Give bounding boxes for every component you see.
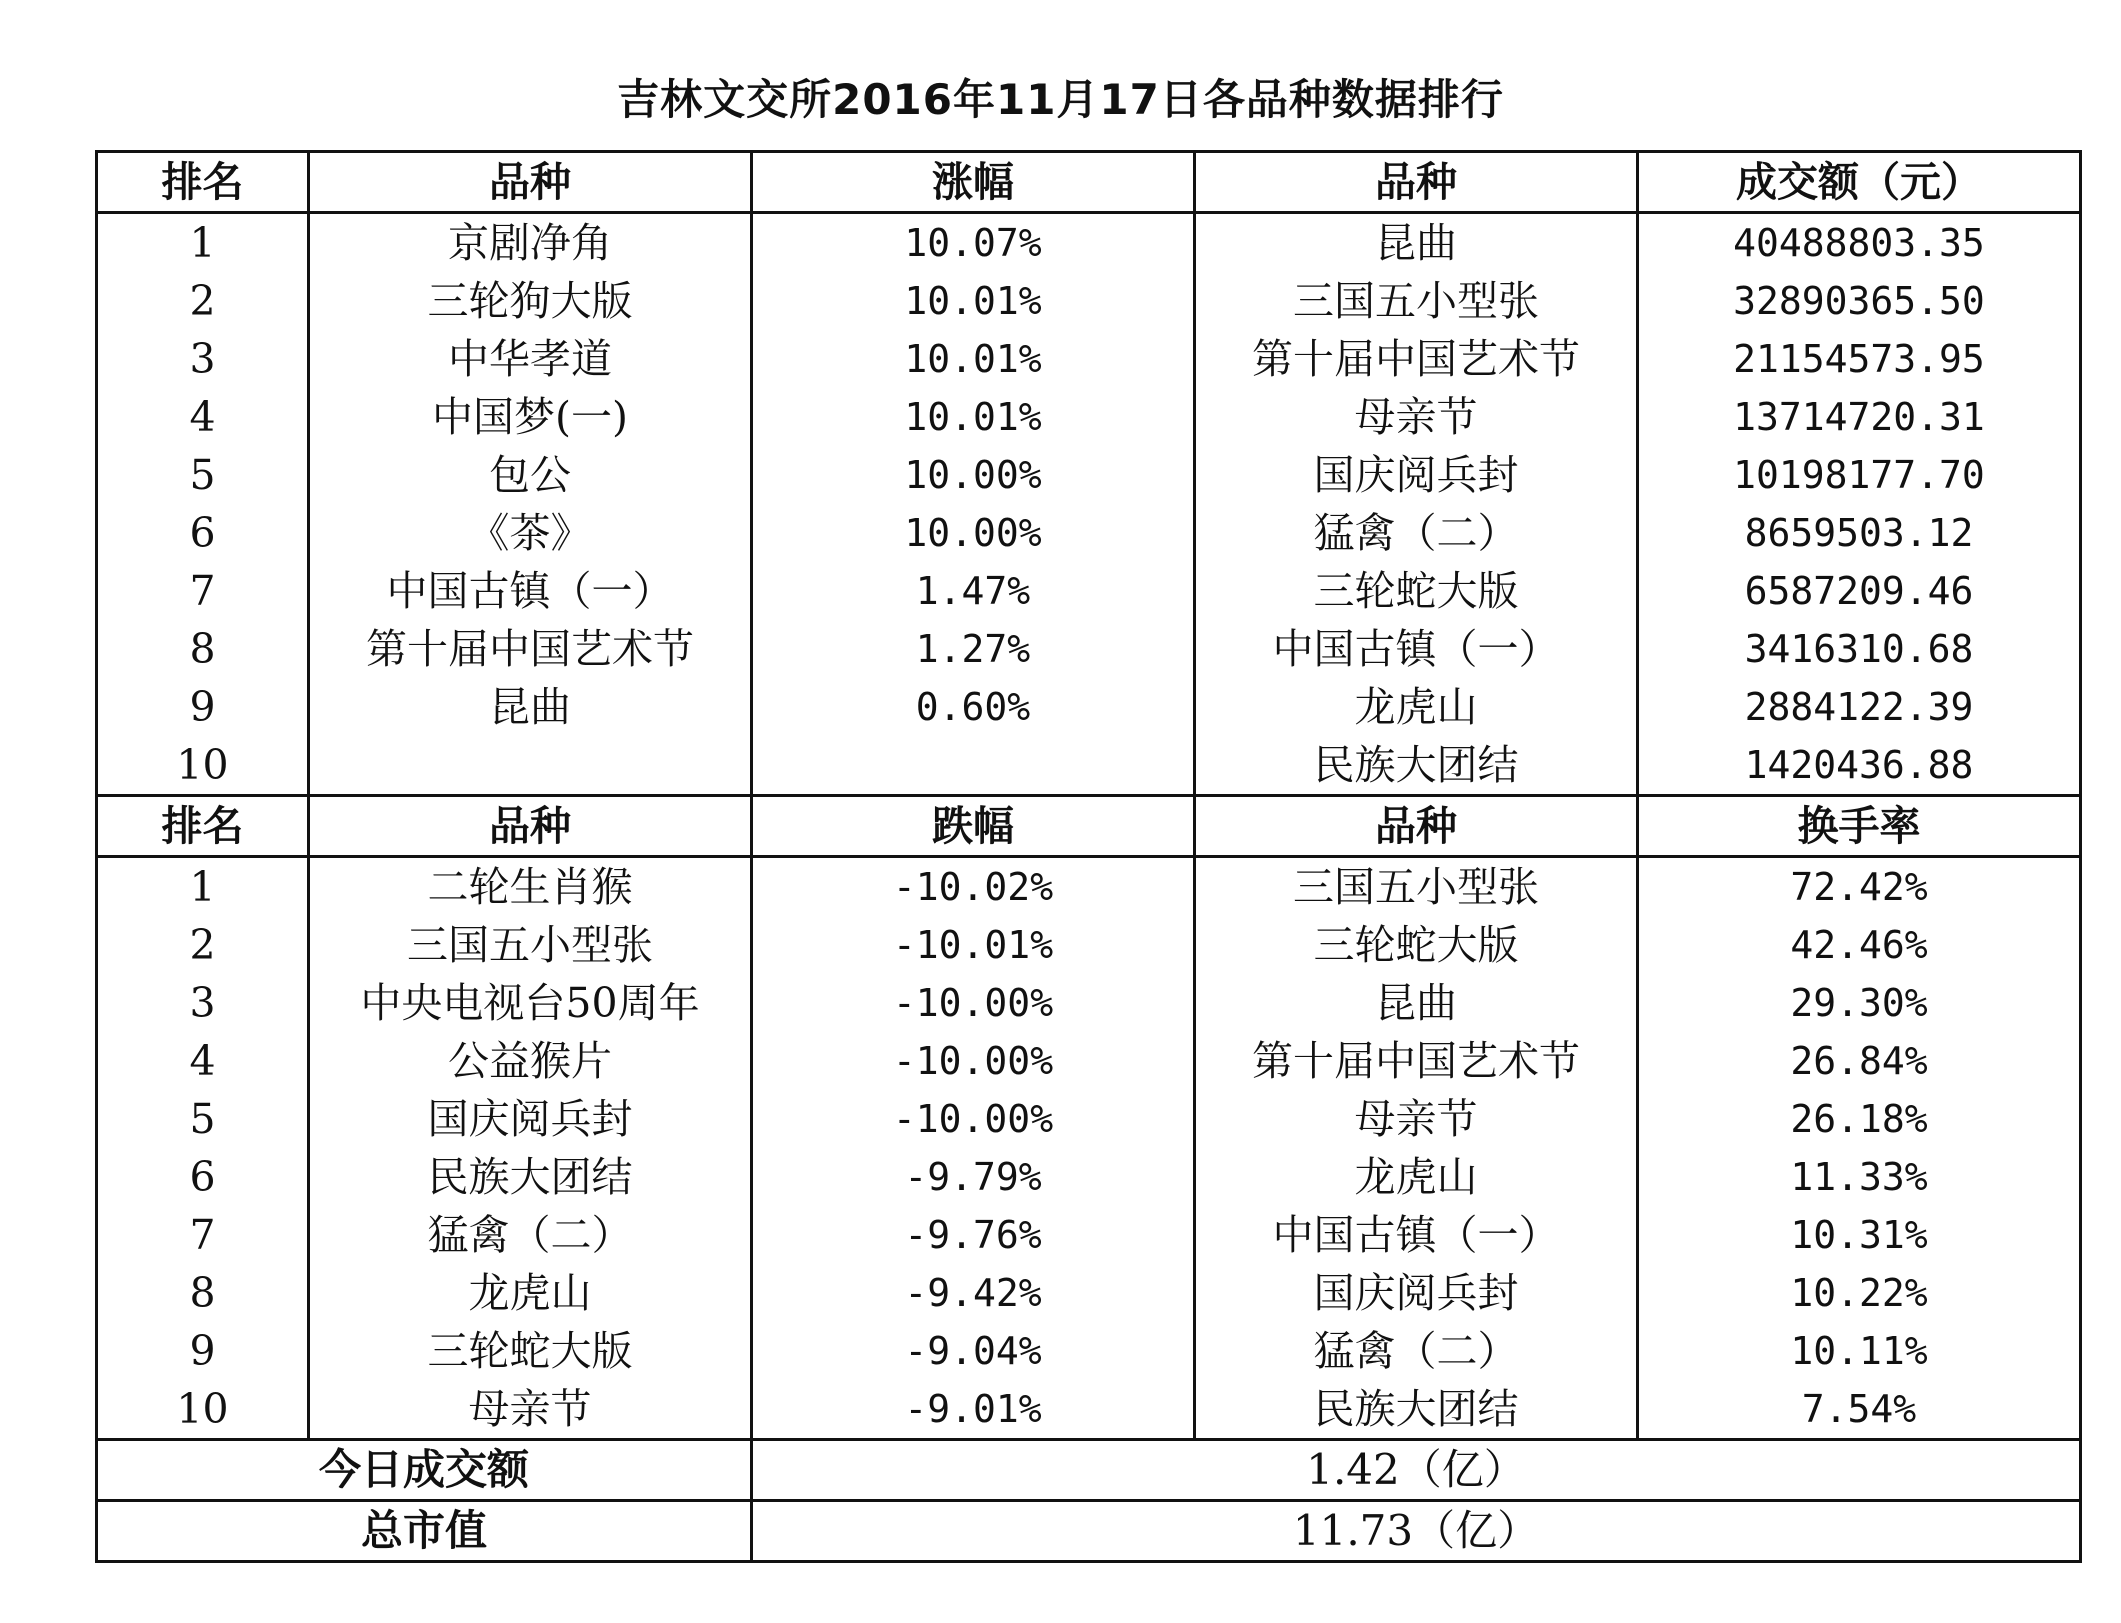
table-row (97, 1264, 2081, 1322)
cell-percent: 1.47% (752, 562, 1195, 620)
gainers-header-row (97, 152, 2081, 213)
cell-name-left: 猛禽（二） (309, 1206, 752, 1264)
cell-rank: 7 (97, 1206, 309, 1264)
cell-value: 29.30% (1638, 974, 2081, 1032)
table-row (97, 1322, 2081, 1380)
table-row (97, 213, 2081, 273)
table-row (97, 857, 2081, 917)
cell-rank: 9 (97, 1322, 309, 1380)
table-row (97, 272, 2081, 330)
turnover-row (97, 1440, 2081, 1501)
cell-value: 6587209.46 (1638, 562, 2081, 620)
cell-name-left: 民族大团结 (309, 1148, 752, 1206)
cell-percent: -10.00% (752, 1032, 1195, 1090)
cell-percent: -9.01% (752, 1380, 1195, 1440)
cell-name-right: 国庆阅兵封 (1195, 1264, 1638, 1322)
cell-rank: 1 (97, 213, 309, 273)
cell-name-right: 三轮蛇大版 (1195, 916, 1638, 974)
header-cell-rank: 排名 (97, 796, 309, 857)
table-row (97, 446, 2081, 504)
cell-name-right: 第十届中国艺术节 (1195, 1032, 1638, 1090)
page-title: 吉林文交所2016年11月17日各品种数据排行 (617, 75, 1504, 124)
cell-percent: -9.76% (752, 1206, 1195, 1264)
cell-name-left: 《茶》 (309, 504, 752, 562)
cell-name-right: 猛禽（二） (1195, 1322, 1638, 1380)
cell-name-left (309, 736, 752, 796)
cell-rank: 2 (97, 916, 309, 974)
cell-percent: 10.01% (752, 330, 1195, 388)
cell-name-right: 民族大团结 (1195, 736, 1638, 796)
cell-rank: 10 (97, 1380, 309, 1440)
cell-value: 10198177.70 (1638, 446, 2081, 504)
cell-value: 2884122.39 (1638, 678, 2081, 736)
cell-name-left: 公益猴片 (309, 1032, 752, 1090)
turnover-label: 今日成交额 (97, 1440, 752, 1501)
cell-name-right: 三轮蛇大版 (1195, 562, 1638, 620)
cell-percent: -10.00% (752, 1090, 1195, 1148)
cell-value: 26.18% (1638, 1090, 2081, 1148)
cell-rank: 5 (97, 1090, 309, 1148)
cell-value: 3416310.68 (1638, 620, 2081, 678)
table-row (97, 1090, 2081, 1148)
cell-percent: 1.27% (752, 620, 1195, 678)
table-row (97, 1148, 2081, 1206)
cell-percent: -10.00% (752, 974, 1195, 1032)
table-row (97, 678, 2081, 736)
market-cap-row (97, 1501, 2081, 1562)
cell-percent: -9.79% (752, 1148, 1195, 1206)
table-row (97, 1380, 2081, 1440)
cell-name-right: 三国五小型张 (1195, 857, 1638, 917)
cell-name-left: 第十届中国艺术节 (309, 620, 752, 678)
table-row (97, 562, 2081, 620)
cell-name-left: 昆曲 (309, 678, 752, 736)
cell-name-left: 母亲节 (309, 1380, 752, 1440)
cell-percent: -9.42% (752, 1264, 1195, 1322)
cell-name-right: 昆曲 (1195, 213, 1638, 273)
cell-value: 32890365.50 (1638, 272, 2081, 330)
header-cell-name-left: 品种 (309, 796, 752, 857)
cell-percent: 10.00% (752, 504, 1195, 562)
cell-name-right: 国庆阅兵封 (1195, 446, 1638, 504)
cell-value: 13714720.31 (1638, 388, 2081, 446)
header-cell-rank: 排名 (97, 152, 309, 213)
cell-name-left: 中国古镇（一） (309, 562, 752, 620)
cell-name-left: 三轮蛇大版 (309, 1322, 752, 1380)
cell-value: 10.31% (1638, 1206, 2081, 1264)
cell-rank: 8 (97, 620, 309, 678)
cell-name-right: 龙虎山 (1195, 678, 1638, 736)
header-cell-name-left: 品种 (309, 152, 752, 213)
cell-value: 40488803.35 (1638, 213, 2081, 273)
cell-value: 10.11% (1638, 1322, 2081, 1380)
cell-percent (752, 736, 1195, 796)
cell-name-right: 中国古镇（一） (1195, 620, 1638, 678)
cell-rank: 6 (97, 1148, 309, 1206)
header-cell-name-right: 品种 (1195, 152, 1638, 213)
cell-value: 7.54% (1638, 1380, 2081, 1440)
table-row (97, 916, 2081, 974)
cell-name-right: 母亲节 (1195, 1090, 1638, 1148)
cell-name-left: 中央电视台50周年 (309, 974, 752, 1032)
header-cell-value: 成交额（元） (1638, 152, 2081, 213)
table-row (97, 504, 2081, 562)
cell-value: 1420436.88 (1638, 736, 2081, 796)
cell-value: 72.42% (1638, 857, 2081, 917)
table-row (97, 388, 2081, 446)
market-cap-label: 总市值 (97, 1501, 752, 1562)
cell-name-left: 中华孝道 (309, 330, 752, 388)
cell-rank: 3 (97, 330, 309, 388)
cell-rank: 5 (97, 446, 309, 504)
market-cap-value: 11.73（亿） (752, 1501, 2081, 1562)
cell-percent: -10.01% (752, 916, 1195, 974)
cell-name-right: 中国古镇（一） (1195, 1206, 1638, 1264)
cell-name-right: 第十届中国艺术节 (1195, 330, 1638, 388)
table-row (97, 330, 2081, 388)
header-cell-value: 换手率 (1638, 796, 2081, 857)
header-cell-name-right: 品种 (1195, 796, 1638, 857)
cell-name-left: 中国梦(一) (309, 388, 752, 446)
cell-value: 8659503.12 (1638, 504, 2081, 562)
cell-value: 11.33% (1638, 1148, 2081, 1206)
cell-rank: 1 (97, 857, 309, 917)
losers-header-row (97, 796, 2081, 857)
cell-percent: 0.60% (752, 678, 1195, 736)
cell-rank: 6 (97, 504, 309, 562)
cell-name-left: 龙虎山 (309, 1264, 752, 1322)
cell-name-left: 三国五小型张 (309, 916, 752, 974)
cell-name-right: 龙虎山 (1195, 1148, 1638, 1206)
cell-rank: 7 (97, 562, 309, 620)
cell-percent: 10.01% (752, 388, 1195, 446)
cell-percent: 10.00% (752, 446, 1195, 504)
table-row (97, 1032, 2081, 1090)
table-row (97, 736, 2081, 796)
cell-rank: 2 (97, 272, 309, 330)
cell-name-right: 母亲节 (1195, 388, 1638, 446)
header-cell-percent: 跌幅 (752, 796, 1195, 857)
cell-value: 10.22% (1638, 1264, 2081, 1322)
cell-rank: 8 (97, 1264, 309, 1322)
cell-name-right: 昆曲 (1195, 974, 1638, 1032)
ranking-table-body (97, 152, 2081, 1562)
cell-percent: -9.04% (752, 1322, 1195, 1380)
turnover-value: 1.42（亿） (752, 1440, 2081, 1501)
header-cell-percent: 涨幅 (752, 152, 1195, 213)
ranking-table (95, 150, 2082, 1563)
cell-name-left: 国庆阅兵封 (309, 1090, 752, 1148)
cell-name-right: 民族大团结 (1195, 1380, 1638, 1440)
cell-rank: 4 (97, 388, 309, 446)
cell-value: 21154573.95 (1638, 330, 2081, 388)
cell-name-left: 三轮狗大版 (309, 272, 752, 330)
cell-percent: -10.02% (752, 857, 1195, 917)
cell-percent: 10.01% (752, 272, 1195, 330)
cell-rank: 3 (97, 974, 309, 1032)
table-row (97, 1206, 2081, 1264)
cell-name-left: 二轮生肖猴 (309, 857, 752, 917)
table-row (97, 620, 2081, 678)
cell-name-left: 京剧净角 (309, 213, 752, 273)
cell-rank: 4 (97, 1032, 309, 1090)
cell-name-right: 猛禽（二） (1195, 504, 1638, 562)
cell-value: 42.46% (1638, 916, 2081, 974)
cell-name-right: 三国五小型张 (1195, 272, 1638, 330)
cell-value: 26.84% (1638, 1032, 2081, 1090)
table-row (97, 974, 2081, 1032)
cell-rank: 9 (97, 678, 309, 736)
cell-rank: 10 (97, 736, 309, 796)
cell-name-left: 包公 (309, 446, 752, 504)
cell-percent: 10.07% (752, 213, 1195, 273)
